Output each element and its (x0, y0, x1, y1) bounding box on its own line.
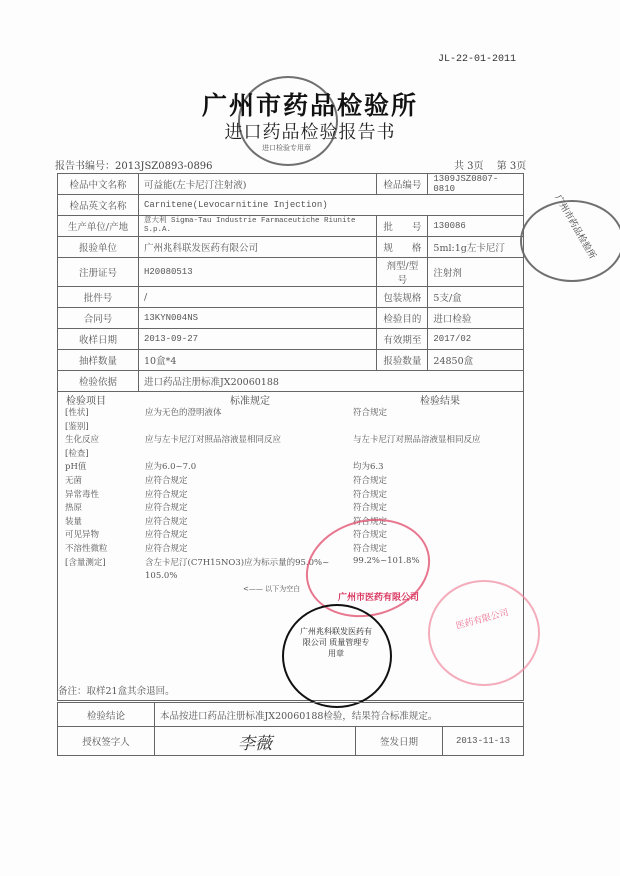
remark: 备注：取样21盒其余退回。 (58, 686, 175, 697)
document-code: JL-22-01-2011 (437, 54, 516, 65)
item-result: 符合规定 (353, 476, 388, 486)
items-header-item: 检验项目 (66, 396, 106, 407)
page-subtitle: 进口药品检验报告书 (224, 122, 396, 143)
label: 注册证号 (58, 258, 139, 287)
assay-continued: 105.0% (145, 571, 178, 581)
item-result: 均为6.3 (353, 462, 384, 473)
expiry: 2017/02 (428, 329, 524, 350)
end-mark: <—— 以下为空白 (243, 585, 301, 593)
sample-no: 1309JSZ0807-0810 (428, 174, 524, 195)
package: 5支/盒 (428, 287, 524, 308)
issue-label: 签发日期 (356, 727, 443, 756)
label: 规 格 (377, 237, 428, 258)
item-item: pH值 (65, 462, 87, 473)
item-item: 异常毒性 (65, 489, 100, 500)
stamp-red-1-text: 广州市医药有限公司 (338, 593, 420, 603)
label: 报验数量 (377, 350, 428, 371)
item-standard: 应符合规定 (145, 489, 188, 500)
conclusion-table (57, 702, 524, 756)
stamp-top-text: 进口检验专用章 (262, 144, 311, 152)
item-result: 符合规定 (353, 408, 388, 418)
purpose: 进口检验 (428, 308, 524, 329)
item-item: [检查] (65, 448, 89, 459)
item-item: 无菌 (65, 476, 83, 486)
stamp-right-text: 广州市药品检验所 (552, 193, 598, 261)
item-item: 装量 (65, 516, 83, 527)
signer-label: 授权签字人 (58, 727, 155, 756)
batch: 130086 (428, 216, 524, 237)
item-item: [鉴别] (65, 421, 89, 432)
label: 生产单位/产地 (58, 216, 139, 237)
item-item: 热原 (65, 503, 83, 514)
reg-no: H20080513 (139, 258, 377, 287)
item-standard: 应符合规定 (145, 530, 188, 541)
basis: 进口药品注册标准JX20060188 (139, 371, 524, 392)
page-title: 广州市药品检验所 (201, 91, 418, 120)
stamp-black-text: 广州兆科联发医药有限公司 质量管理专用章 (300, 627, 372, 658)
label: 包装规格 (377, 287, 428, 308)
label: 检品英文名称 (58, 195, 139, 216)
label: 检品中文名称 (58, 174, 139, 195)
item-standard: 应为无色的澄明液体 (145, 408, 222, 418)
maker: 意大利 Sigma-Tau Industrie Farmaceutiche Riunite S.p.A. (139, 216, 377, 237)
item-item: [含量测定] (65, 557, 106, 568)
spec: 5ml:1g左卡尼汀 (428, 237, 524, 258)
issue-date: 2013-11-13 (443, 727, 524, 756)
item-item: 生化反应 (65, 435, 100, 446)
item-result: 99.2%~101.8% (353, 555, 420, 566)
signature: 李薇 (155, 727, 356, 756)
item-item: 不溶性微粒 (65, 544, 108, 554)
item-standard: 应符合规定 (145, 544, 188, 554)
label: 收样日期 (58, 329, 139, 350)
item-standard: 应符合规定 (145, 503, 188, 514)
approval-no: / (139, 287, 377, 308)
sample-qty: 10盒*4 (139, 350, 377, 371)
en-name: Carnitene(Levocarnitine Injection) (139, 195, 524, 216)
label: 抽样数量 (58, 350, 139, 371)
report-number: 报告书编号：2013JSZ0893-0896 (55, 161, 213, 172)
item-standard: 应为6.0~7.0 (145, 462, 197, 473)
info-table (57, 173, 524, 392)
label: 有效期至 (377, 329, 428, 350)
label: 检品编号 (377, 174, 428, 195)
label: 合同号 (58, 308, 139, 329)
item-result: 符合规定 (353, 544, 388, 554)
item-standard: 应符合规定 (145, 476, 188, 486)
conclusion-label: 检验结论 (58, 703, 155, 727)
label: 检验依据 (58, 371, 139, 392)
item-result: 符合规定 (353, 489, 388, 500)
label: 批 号 (377, 216, 428, 237)
declared-qty: 24850盒 (428, 350, 524, 371)
conclusion: 本品按进口药品注册标准JX20060188检验，结果符合标准规定。 (155, 703, 524, 727)
item-item: [性状] (65, 408, 89, 418)
item-standard: 含左卡尼汀(C7H15NO3)应为标示量的95.0%~ (145, 557, 330, 568)
received-date: 2013-09-27 (139, 329, 377, 350)
items-header-result: 检验结果 (420, 396, 460, 407)
label: 报验单位 (58, 237, 139, 258)
item-standard: 应符合规定 (145, 516, 188, 527)
label: 剂型/型号 (377, 258, 428, 287)
stamp-red-2-text: 医药有限公司 (455, 608, 510, 632)
item-result: 符合规定 (353, 503, 388, 514)
page-count: 共 3页 第 3页 (454, 161, 527, 172)
item-result: 与左卡尼汀对照品溶液显相同反应 (353, 435, 481, 446)
item-item: 可见异物 (65, 530, 100, 541)
applicant: 广州兆科联发医药有限公司 (139, 237, 377, 258)
cn-name: 可益能(左卡尼汀注射液) (139, 174, 377, 195)
label: 检验目的 (377, 308, 428, 329)
item-result: 符合规定 (353, 530, 388, 541)
item-standard: 应与左卡尼汀对照品溶液显相同反应 (145, 435, 282, 446)
items-header-standard: 标准规定 (230, 396, 270, 407)
label: 批件号 (58, 287, 139, 308)
dosage-form: 注射剂 (428, 258, 524, 287)
stamp-red-2 (428, 580, 540, 686)
contract-no: 13KYN004NS (139, 308, 377, 329)
item-result: 符合规定 (353, 516, 388, 527)
